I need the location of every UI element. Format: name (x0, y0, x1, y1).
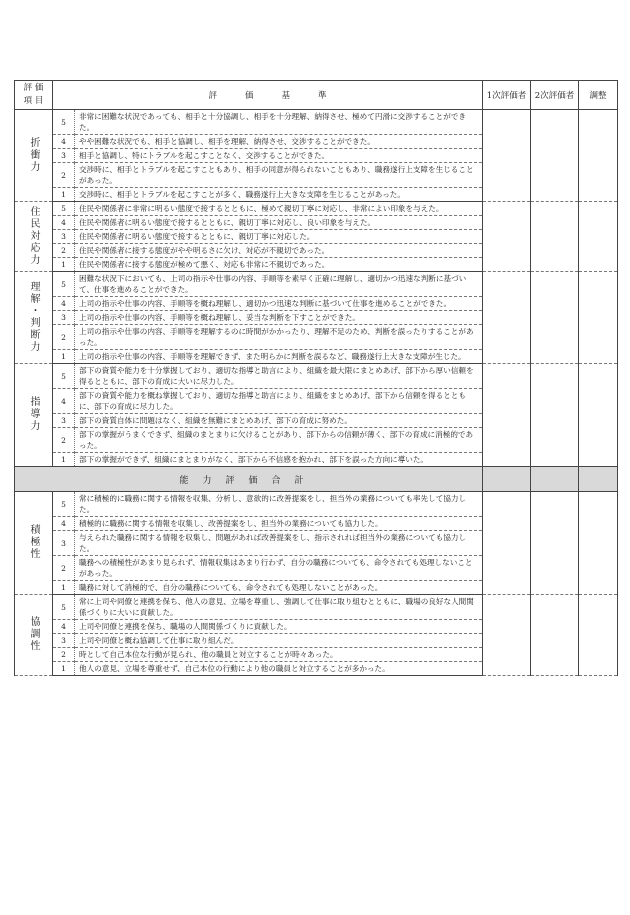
score-value: 1 (53, 188, 75, 202)
score-value: 2 (53, 163, 75, 188)
category-label (15, 202, 53, 272)
adjust-cell[interactable] (579, 492, 618, 595)
eval1-cell[interactable] (483, 272, 531, 364)
score-value: 3 (53, 230, 75, 244)
eval2-cell[interactable] (531, 492, 579, 595)
category-label (15, 364, 53, 467)
category-name: 住民対応力 (28, 205, 39, 266)
criteria-description: 部下の掌握がうまくできず、組織のまとまりに欠けることがあり、部下からの信頼が薄く、部下の育成に消極的であった。 (75, 428, 483, 453)
score-value: 2 (53, 244, 75, 258)
score-value: 3 (53, 311, 75, 325)
criteria-description: 住民や関係者に明るい態度で接するとともに、親切丁寧に対応し、良い印象を与えた。 (75, 216, 483, 230)
score-value: 2 (53, 556, 75, 581)
criteria-description: 上司の指示や仕事の内容、手順等を概ね理解し、適切かつ迅速な判断に基づいて仕事を進めることができた。 (75, 297, 483, 311)
criteria-description: 相手と協調し、特にトラブルを起こすことなく、交渉することができた。 (75, 149, 483, 163)
score-value: 2 (53, 648, 75, 662)
eval2-cell[interactable] (531, 272, 579, 364)
criteria-row (15, 492, 618, 517)
criteria-description: 住民や関係者に非常に明るい態度で接するとともに、極めて親切丁寧に対応し、非常によい印象を与えた。 (75, 202, 483, 216)
adjust-cell[interactable] (579, 595, 618, 676)
header-eval1: 1次評価者 (483, 81, 531, 110)
criteria-description: 上司の指示や仕事の内容、手順等を概ね理解し、妥当な判断を下すことができた。 (75, 311, 483, 325)
criteria-description: 上司の指示や仕事の内容、手順等を理解できず、また明らかに判断を誤るなど、職務遂行上大きな支障が生じた。 (75, 350, 483, 364)
ability-section (15, 110, 618, 467)
score-value: 4 (53, 517, 75, 531)
score-value: 4 (53, 389, 75, 414)
score-value: 5 (53, 272, 75, 297)
adjust-cell[interactable] (579, 202, 618, 272)
eval1-cell[interactable] (483, 110, 531, 202)
score-value: 4 (53, 297, 75, 311)
eval1-cell[interactable] (483, 492, 531, 595)
evaluation-table (14, 80, 618, 676)
criteria-row (15, 595, 618, 620)
score-value: 2 (53, 325, 75, 350)
criteria-description: 積極的に職務に関する情報を収集し、改善提案をし、担当外の業務についても協力した。 (75, 517, 483, 531)
score-value: 5 (53, 202, 75, 216)
criteria-description: 他人の意見、立場を尊重せず、自己本位の行動により他の職員と対立することが多かった。 (75, 662, 483, 676)
score-value: 1 (53, 258, 75, 272)
criteria-description: 住民や関係者に明るい態度で接するとともに、親切丁寧に対応した。 (75, 230, 483, 244)
attitude-section (15, 492, 618, 676)
eval2-cell[interactable] (531, 202, 579, 272)
summary-section (15, 467, 618, 492)
criteria-description: 常に上司や同僚と連携を保ち、他人の意見、立場を尊重し、強調して仕事に取り組むとともに、職場の良好な人間関係づくりに大いに貢献した。 (75, 595, 483, 620)
score-value: 1 (53, 581, 75, 595)
header-row (15, 81, 618, 110)
criteria-description: 部下の資質自体に問題はなく、組織を無難にまとめあげ、部下の育成に努めた。 (75, 414, 483, 428)
summary-eval2-cell[interactable] (531, 467, 579, 492)
criteria-description: 交渉時に、相手とトラブルを起こすこともあり、相手の同意が得られないこともあり、職務遂行上支障を生じることがあった。 (75, 163, 483, 188)
eval1-cell[interactable] (483, 595, 531, 676)
category-name: 協調性 (28, 616, 39, 652)
category-label (15, 110, 53, 202)
criteria-description: 非常に困難な状況であっても、相手と十分協調し、相手を十分理解、納得させ、極めて円滑に交渉することができた。 (75, 110, 483, 135)
criteria-row (15, 272, 618, 297)
criteria-description: 部下の資質や能力を概ね掌握しており、適切な指導と助言により、組織をまとめあげ、部下から信頼を得るとともに、部下の育成に尽力した。 (75, 389, 483, 414)
summary-label: 能力評価合計 (15, 467, 483, 492)
header-item (15, 81, 53, 110)
header-criteria: 評価基準 (53, 81, 483, 110)
criteria-row (15, 110, 618, 135)
score-value: 4 (53, 620, 75, 634)
score-value: 1 (53, 662, 75, 676)
criteria-description: 上司の指示や仕事の内容、手順等を理解するのに時間がかかったり、理解不足のため、判断を誤ったりすることがあった。 (75, 325, 483, 350)
summary-row (15, 467, 618, 492)
criteria-description: 上司や同僚と概ね協調して仕事に取り組んだ。 (75, 634, 483, 648)
header-adjust: 調整 (579, 81, 618, 110)
category-label (15, 272, 53, 364)
criteria-description: 困難な状況下においても、上司の指示や仕事の内容、手順等を素早く正確に理解し、適切かつ迅速な判断に基づいて、仕事を進めることができた。 (75, 272, 483, 297)
criteria-row (15, 364, 618, 389)
criteria-description: 常に積極的に職務に関する情報を収集、分析し、意欲的に改善提案をし、担当外の業務についても率先して協力した。 (75, 492, 483, 517)
score-value: 5 (53, 492, 75, 517)
criteria-description: 住民や関係者に接する態度がやや明るさに欠け、対応が不親切であった。 (75, 244, 483, 258)
score-value: 4 (53, 135, 75, 149)
criteria-description: 部下の掌握ができず、組織にまとまりがなく、部下から不信感を抱かれ、部下を誤った方向に導いた。 (75, 453, 483, 467)
criteria-description: やや困難な状況でも、相手と協調し、相手を理解、納得させ、交渉することができた。 (75, 135, 483, 149)
score-value: 2 (53, 428, 75, 453)
score-value: 5 (53, 110, 75, 135)
summary-adjust-cell[interactable] (579, 467, 618, 492)
category-name: 理解・判断力 (28, 280, 39, 353)
score-value: 5 (53, 595, 75, 620)
adjust-cell[interactable] (579, 364, 618, 467)
criteria-description: 交渉時に、相手とトラブルを起こすことが多く、職務遂行上大きな支障を生じることがあった。 (75, 188, 483, 202)
category-name: 積極性 (28, 524, 39, 560)
adjust-cell[interactable] (579, 110, 618, 202)
category-name: 指導力 (28, 396, 39, 432)
category-label (15, 595, 53, 676)
score-value: 3 (53, 149, 75, 163)
criteria-description: 職務への積極性があまり見られず、情報収集はあまり行わず、自分の職務についても、命令されても処理しないことがあった。 (75, 556, 483, 581)
criteria-row (15, 202, 618, 216)
category-label (15, 492, 53, 595)
header-eval2: 2次評価者 (531, 81, 579, 110)
score-value: 5 (53, 364, 75, 389)
score-value: 1 (53, 350, 75, 364)
eval2-cell[interactable] (531, 364, 579, 467)
score-value: 1 (53, 453, 75, 467)
criteria-description: 職務に対して消極的で、自分の職務についても、命令されても処理しないことがあった。 (75, 581, 483, 595)
score-value: 3 (53, 531, 75, 556)
eval2-cell[interactable] (531, 595, 579, 676)
eval1-cell[interactable] (483, 202, 531, 272)
score-value: 4 (53, 216, 75, 230)
summary-eval1-cell[interactable] (483, 467, 531, 492)
criteria-description: 住民や関係者に接する態度が極めて悪く、対応も非常に不親切であった。 (75, 258, 483, 272)
criteria-description: 上司や同僚と連携を保ち、職場の人間関係づくりに貢献した。 (75, 620, 483, 634)
score-value: 3 (53, 414, 75, 428)
eval2-cell[interactable] (531, 110, 579, 202)
criteria-description: 部下の資質や能力を十分掌握しており、適切な指導と助言により、組織を最大限にまとめあげ、部下から厚い信頼を得るとともに、部下の育成に大いに尽力した。 (75, 364, 483, 389)
eval1-cell[interactable] (483, 364, 531, 467)
adjust-cell[interactable] (579, 272, 618, 364)
header-item-text: 評 価 項 目 (23, 83, 44, 106)
criteria-description: 与えられた職務に関する情報を収集し、問題があれば改善提案をし、指示されれば担当外の業務についても協力した。 (75, 531, 483, 556)
category-name: 折衝力 (28, 136, 39, 173)
criteria-description: 時として自己本位な行動が見られ、他の職員と対立することが時々あった。 (75, 648, 483, 662)
score-value: 3 (53, 634, 75, 648)
